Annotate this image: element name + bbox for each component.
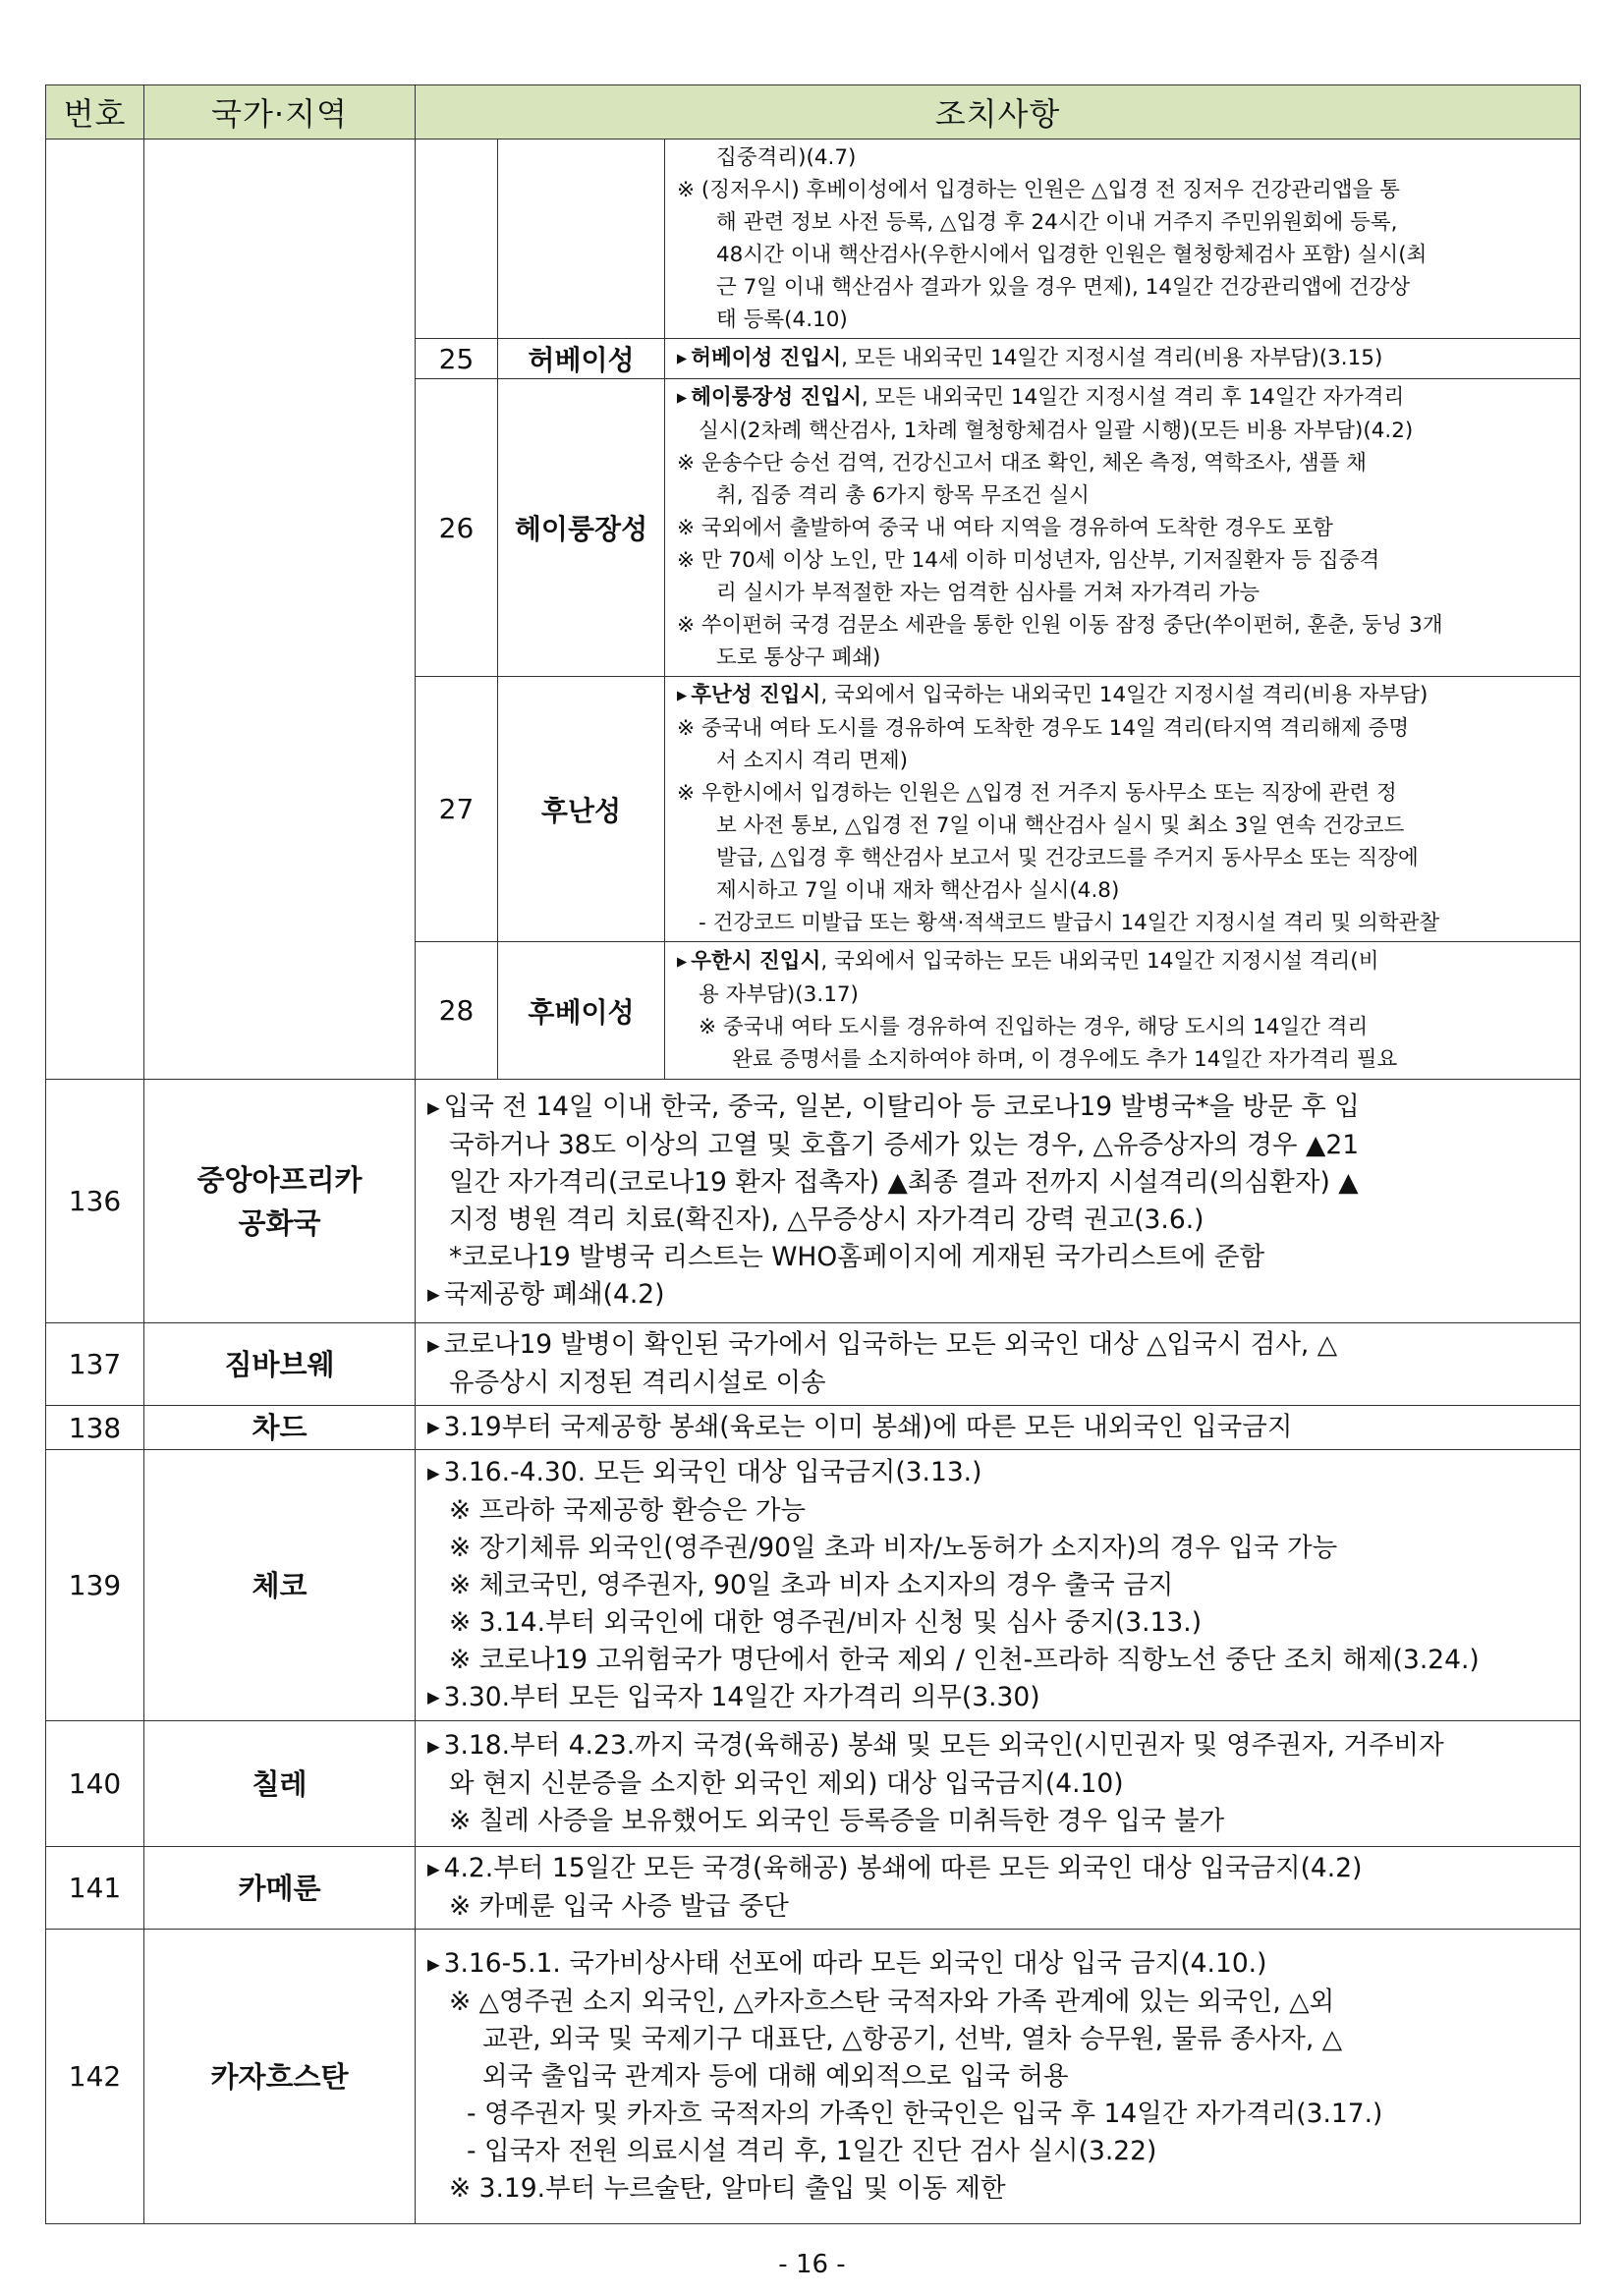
table-row	[46, 1847, 1581, 1930]
row-num-cell	[46, 140, 144, 1080]
measure-line-text: ※ 코로나19 고위험국가 명단에서 한국 제외 / 인천-프라하 직항노선 중단 조치 해제(3.24.)	[449, 1644, 1480, 1675]
measure-line	[677, 512, 1570, 544]
measure-line-text: 완료 증명서를 소지하여야 하며, 이 경우에도 추가 14일간 자가격리 필요	[732, 1047, 1398, 1073]
row-num-cell: 137	[46, 1323, 144, 1406]
measure-line-text: 리 실시가 부적절한 자는 엄격한 심사를 거쳐 자가격리 가능	[716, 581, 1260, 606]
measure-line-text: ※ 프라하 국제공항 환승은 가능	[449, 1494, 807, 1526]
measure-line-text: - 입국자 전원 의료시설 격리 후, 1일간 진단 검사 실시(3.22)	[467, 2135, 1157, 2166]
measure-line	[427, 2058, 1570, 2096]
measure-line-text: ※ 우한시에서 입경하는 인원은 △입경 전 거주지 동사무소 또는 직장에 관련 정	[677, 781, 1397, 807]
measure-line-text: 보 사전 통보, △입경 전 7일 이내 핵산검사 실시 및 최소 3일 연속 건강코드	[716, 813, 1405, 839]
table-row	[46, 1450, 1581, 1721]
measures-cell	[416, 1721, 1581, 1847]
measure-line-text: 3.18.부터 4.23.까지 국경(육해공) 봉쇄 및 모든 외국인(시민권자 및 영주권자, 거주비자	[443, 1730, 1444, 1762]
measure-line-text: ※ 중국내 여타 도시를 경유하여 진입하는 경우, 해당 도시의 14일간 격리	[699, 1015, 1369, 1040]
measure-line	[677, 642, 1570, 674]
measure-line-text: 외국 출입국 관계자 등에 대해 예외적으로 입국 허용	[482, 2060, 1069, 2092]
measure-line-lead: 우한시 진입시	[691, 949, 821, 975]
measure-line-text: - 영주권자 및 카자흐 국적자의 가족인 한국인은 입국 후 14일간 자가격리(3.17.)	[467, 2098, 1383, 2129]
bullet-triangle-icon: ▶	[427, 1285, 440, 1305]
bullet-triangle-icon: ▶	[427, 1954, 440, 1974]
measure-line-text: , 모든 내외국민 14일간 지정시설 격리(비용 자부담)(3.15)	[841, 345, 1383, 370]
sub-num-cell: 28	[416, 942, 498, 1080]
bullet-triangle-icon: ▶	[427, 1688, 440, 1708]
measure-line	[677, 842, 1570, 874]
measure-line	[427, 2096, 1570, 2133]
measure-line	[427, 1642, 1570, 1679]
sub-region-cell: 헤이룽장성	[498, 379, 665, 677]
row-num-cell: 138	[46, 1406, 144, 1450]
measure-line	[427, 1530, 1570, 1567]
measure-line	[427, 1604, 1570, 1642]
header-country: 국가·지역	[144, 85, 416, 140]
page-number: - 16 -	[778, 2250, 846, 2279]
measure-line-text: 발급, △입경 후 핵산검사 보고서 및 건강코드를 주거지 동사무소 또는 직장에	[716, 846, 1419, 871]
row-num-cell: 136	[46, 1080, 144, 1323]
measures-cell	[665, 379, 1581, 677]
measure-line-text: 서 소지시 격리 면제)	[716, 749, 909, 774]
measure-line	[677, 874, 1570, 907]
measure-line-text: ※ 중국내 여타 도시를 경유하여 도착한 경우도 14일 격리(타지역 격리해제 증명	[677, 716, 1410, 742]
header-measures: 조치사항	[416, 85, 1581, 140]
measure-line	[677, 979, 1570, 1011]
measure-line-text: ※ 3.19.부터 누르술탄, 알마티 출입 및 이동 제한	[449, 2172, 1006, 2204]
row-country-cell	[144, 1847, 416, 1930]
measure-line-lead: 허베이성 진입시	[691, 345, 842, 370]
measure-line	[427, 1765, 1570, 1803]
measure-line	[427, 2170, 1570, 2208]
table-row	[46, 1406, 1581, 1450]
measure-line-text: 국하거나 38도 이상의 고열 및 호흡기 증세가 있는 경우, △유증상자의 경우 ▲21	[449, 1129, 1360, 1160]
measure-line	[427, 1409, 1570, 1447]
measure-line	[677, 577, 1570, 609]
measure-line-text: 취, 집중 격리 총 6가지 항목 무조건 실시	[716, 483, 1090, 509]
measure-line-text: ※ 칠레 사증을 보유했어도 외국인 등록증을 미취득한 경우 입국 불가	[449, 1805, 1225, 1836]
measure-line-text: 국제공항 폐쇄(4.2)	[443, 1278, 665, 1310]
measure-line	[677, 609, 1570, 642]
measure-line	[677, 679, 1570, 712]
measure-line	[677, 810, 1570, 842]
country-name-line: 차드	[252, 1411, 308, 1445]
table-row	[46, 1721, 1581, 1847]
measure-line-text: 입국 전 14일 이내 한국, 중국, 일본, 이탈리아 등 코로나19 발병국*을 방문 후 입	[443, 1091, 1360, 1122]
measure-line-lead: 후난성 진입시	[691, 683, 821, 708]
bullet-triangle-icon: ▶	[677, 352, 688, 366]
measures-cell	[665, 140, 1581, 339]
measure-line-text: 와 현지 신분증을 소지한 외국인 제외) 대상 입국금지(4.10)	[449, 1767, 1124, 1799]
measure-line	[427, 2021, 1570, 2058]
measure-line-text: , 국외에서 입국하는 모든 내외국민 14일간 지정시설 격리(비	[820, 949, 1379, 975]
measure-line-text: 코로나19 발병이 확인된 국가에서 입국하는 모든 외국인 대상 △입국시 검사, △	[443, 1329, 1338, 1361]
measure-line	[677, 907, 1570, 939]
measure-line	[427, 1727, 1570, 1765]
sub-num-cell	[416, 140, 498, 339]
measures-cell	[416, 1080, 1581, 1323]
row-num-cell: 139	[46, 1450, 144, 1721]
bullet-triangle-icon: ▶	[427, 1097, 440, 1117]
row-country-cell	[144, 1406, 416, 1450]
measure-line-text: ※ △영주권 소지 외국인, △카자흐스탄 국적자와 가족 관계에 있는 외국인, △외	[449, 1986, 1335, 2017]
sub-num-cell: 25	[416, 339, 498, 379]
measure-line	[677, 945, 1570, 979]
measure-line-text: 유증상시 지정된 격리시설로 이송	[449, 1367, 826, 1398]
measure-line	[427, 1326, 1570, 1365]
measure-line-text: ※ 카메룬 입국 사증 발급 중단	[449, 1890, 789, 1922]
measure-line	[427, 1202, 1570, 1239]
measure-line-text: , 모든 내외국민 14일간 지정시설 격리 후 14일간 자가격리	[861, 385, 1405, 410]
measure-line-text: 3.30.부터 모든 입국자 14일간 자가격리 의무(3.30)	[443, 1681, 1040, 1712]
measures-cell	[416, 1847, 1581, 1930]
measure-line: 집중격리)(4.7)	[716, 145, 857, 170]
measure-line	[677, 745, 1570, 777]
measure-line-text: ※ 장기체류 외국인(영주권/90일 초과 비자/노동허가 소지자)의 경우 입국 가능	[449, 1532, 1338, 1563]
measure-line	[427, 1803, 1570, 1840]
measure-line-text: 용 자부담)(3.17)	[699, 982, 859, 1008]
bullet-triangle-icon: ▶	[677, 689, 688, 704]
measures-table	[45, 84, 1581, 2224]
measure-line	[427, 1945, 1570, 1984]
row-num-cell: 141	[46, 1847, 144, 1930]
measures-cell	[416, 1450, 1581, 1721]
measure-line: ※ (징저우시) 후베이성에서 입경하는 인원은 △입경 전 징저우 건강관리앱을 통	[677, 178, 1400, 202]
bullet-triangle-icon: ▶	[427, 1859, 440, 1878]
measure-line	[427, 1454, 1570, 1492]
measure-line	[427, 1239, 1570, 1276]
measure-line: 태 등록(4.10)	[716, 308, 848, 332]
sub-num-cell: 27	[416, 677, 498, 942]
measure-line-text: 4.2.부터 15일간 모든 국경(육해공) 봉쇄에 따른 모든 외국인 대상 입국금지(4.2)	[443, 1853, 1363, 1884]
measure-line-text: 제시하고 7일 이내 재차 핵산검사 실시(4.8)	[716, 878, 1120, 904]
country-name-line: 칠레	[252, 1766, 308, 1801]
measure-line-text: ※ 쑤이펀허 국경 검문소 세관을 통한 인원 이동 잠정 중단(쑤이펀허, 훈춘, 둥닝 3개	[677, 613, 1443, 639]
row-country-cell	[144, 1930, 416, 2224]
measure-line-text: 도로 통상구 폐쇄)	[716, 645, 881, 671]
measure-line	[677, 415, 1570, 447]
measure-line-text: 3.16-5.1. 국가비상사태 선포에 따라 모든 외국인 대상 입국 금지(4.10.)	[443, 1948, 1267, 1980]
measure-line-text: 지정 병원 격리 치료(확진자), △무증상시 자가격리 강력 권고(3.6.)	[449, 1204, 1204, 1235]
country-name-line: 카자흐스탄	[210, 2059, 349, 2094]
measures-cell	[665, 942, 1581, 1080]
sub-region-cell	[498, 140, 665, 339]
measure-line	[677, 544, 1570, 577]
country-name-line: 체코	[252, 1568, 308, 1602]
measures-cell	[416, 1323, 1581, 1406]
measure-line: 48시간 이내 핵산검사(우한시에서 입경한 인원은 혈청항체검사 포함) 실시(최	[716, 243, 1428, 267]
measure-line-text: 3.19부터 국제공항 봉쇄(육로는 이미 봉쇄)에 따른 모든 내외국인 입국금지	[443, 1411, 1293, 1442]
measure-line	[677, 777, 1570, 810]
row-num-cell: 140	[46, 1721, 144, 1847]
header-num: 번호	[46, 85, 144, 140]
measure-line	[427, 1984, 1570, 2021]
measure-line	[427, 1365, 1570, 1402]
measure-line	[677, 381, 1570, 415]
bullet-triangle-icon: ▶	[427, 1418, 440, 1437]
measure-line-text: - 건강코드 미발급 또는 황색·적색코드 발급시 14일간 지정시설 격리 및 의학관찰	[699, 911, 1440, 936]
measure-line	[427, 1888, 1570, 1926]
measure-line: 근 7일 이내 핵산검사 결과가 있을 경우 면제), 14일간 건강관리앱에 건강상	[716, 275, 1411, 300]
table-row	[46, 1323, 1581, 1406]
bullet-triangle-icon: ▶	[677, 955, 688, 971]
measure-line	[677, 479, 1570, 512]
bullet-triangle-icon: ▶	[427, 1335, 440, 1355]
measure-line-text: , 국외에서 입국하는 내외국민 14일간 지정시설 격리(비용 자부담)	[820, 683, 1428, 708]
measure-line	[427, 1850, 1570, 1888]
measure-line	[427, 2133, 1570, 2170]
measure-line	[677, 712, 1570, 745]
measure-line	[677, 1011, 1570, 1043]
table-row	[46, 140, 1581, 339]
measure-line	[427, 1492, 1570, 1530]
measure-line-text: ※ 운송수단 승선 검역, 건강신고서 대조 확인, 체온 측정, 역학조사, 샘플 채	[677, 451, 1368, 476]
bullet-triangle-icon: ▶	[427, 1463, 440, 1483]
table-header-row	[46, 85, 1581, 140]
measure-line	[427, 1127, 1570, 1164]
sub-region-cell: 후난성	[498, 677, 665, 942]
row-num-cell: 142	[46, 1930, 144, 2224]
measure-line	[427, 1276, 1570, 1315]
measure-line-text: *코로나19 발병국 리스트는 WHO홈페이지에 게재된 국가리스트에 준함	[449, 1241, 1265, 1272]
measure-line	[427, 1567, 1570, 1604]
measures-cell	[416, 1930, 1581, 2224]
measures-cell	[665, 677, 1581, 942]
measure-line: 해 관련 정보 사전 등록, △입경 후 24시간 이내 거주지 주민위원회에 등록,	[716, 210, 1398, 235]
measure-line	[427, 1679, 1570, 1717]
table-row	[46, 1080, 1581, 1323]
measure-line	[427, 1164, 1570, 1202]
measure-line	[677, 447, 1570, 479]
sub-num-cell: 26	[416, 379, 498, 677]
measure-line-text: ※ 만 70세 이상 노인, 만 14세 이하 미성년자, 임산부, 기저질환자 등 집중격	[677, 548, 1380, 574]
bullet-triangle-icon: ▶	[677, 391, 688, 407]
table-row	[46, 1930, 1581, 2224]
sub-region-cell: 허베이성	[498, 339, 665, 379]
row-country-cell	[144, 1080, 416, 1323]
row-country-cell	[144, 1450, 416, 1721]
measure-line	[677, 1043, 1570, 1076]
bullet-triangle-icon: ▶	[427, 1736, 440, 1756]
country-name-line: 짐바브웨	[224, 1347, 335, 1381]
measure-line-text: 일간 자가격리(코로나19 환자 접촉자) ▲최종 결과 전까지 시설격리(의심환자) ▲	[449, 1166, 1359, 1198]
measure-line-lead: 헤이룽장성 진입시	[691, 385, 862, 410]
measure-line-text: 교관, 외국 및 국제기구 대표단, △항공기, 선박, 열차 승무원, 물류 종사자, △	[482, 2023, 1343, 2054]
measure-line-text: ※ 국외에서 출발하여 중국 내 여타 지역을 경유하여 도착한 경우도 포함	[677, 516, 1333, 541]
row-country-cell	[144, 140, 416, 1080]
measure-line	[677, 342, 1570, 375]
row-country-cell	[144, 1323, 416, 1406]
measure-line-text: ※ 3.14.부터 외국인에 대한 영주권/비자 신청 및 심사 중지(3.13.)	[449, 1606, 1203, 1638]
measure-line-text: ※ 체코국민, 영주권자, 90일 초과 비자 소지자의 경우 출국 금지	[449, 1569, 1174, 1600]
measure-line	[427, 1089, 1570, 1127]
measure-line-text: 3.16.-4.30. 모든 외국인 대상 입국금지(3.13.)	[443, 1456, 982, 1487]
country-name-line: 공화국	[238, 1205, 321, 1240]
country-name-line: 중앙아프리카	[196, 1162, 363, 1197]
measures-cell	[665, 339, 1581, 379]
measure-line-text: 실시(2차례 핵산검사, 1차례 혈청항체검사 일괄 시행)(모든 비용 자부담)(4.2)	[699, 419, 1414, 444]
measures-cell	[416, 1406, 1581, 1450]
sub-region-cell: 후베이성	[498, 942, 665, 1080]
row-country-cell	[144, 1721, 416, 1847]
country-name-line: 카메룬	[238, 1871, 321, 1905]
